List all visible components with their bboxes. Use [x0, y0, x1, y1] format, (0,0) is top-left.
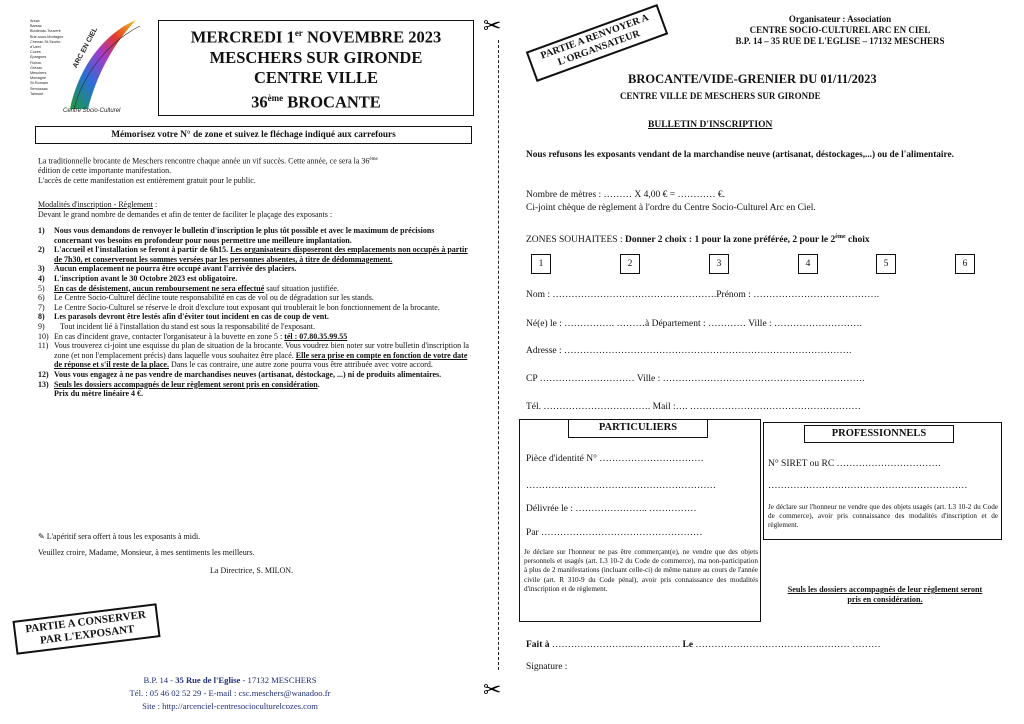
title-location: CENTRE VILLE	[254, 67, 378, 87]
stamp-partie-organisateur: PARTIE A RENVOYER A L'ORGANSATEUR	[526, 4, 669, 82]
refus-notice: Nous refusons les exposants vendant de la marchandise neuve (artisanat, déstockages,...) ou de l'alimentaire.	[526, 150, 954, 160]
tel-mail-field[interactable]: Tél. ……………………………. Mail :…. ………………………………………………	[526, 402, 861, 412]
rule-item-4: 4) L'inscription avant le 30 Octobre 2023 est obligatoire.	[38, 273, 238, 283]
signature-field[interactable]: Signature :	[526, 662, 568, 672]
logo-commune-list	[30, 19, 66, 97]
naissance-field[interactable]: Né(e) le : ……………. ………à Département : ………… Ville : ……………………….	[526, 319, 862, 329]
zone-notice-box: Mémorisez votre N° de zone et suivez le fléchage indiqué aux carrefours	[35, 126, 472, 144]
rule-item-3: 3) Aucun emplacement ne pourra être occupé avant l'arrivée des placiers.	[38, 264, 297, 274]
intro-paragraph: La traditionnelle brocante de Meschers rencontre chaque année un vif succès. Cette année, ce sera la 36ème édition de cette importante manifestation. L'accès de cette manifestation est entièrement gratuit pour le public.	[38, 156, 378, 185]
professionnels-declaration: Je déclare sur l'honneur ne vendre que des objets usagés (art. L3 10-2 du Code de commerce), avoir pris connaissance des modalités d'inscription et de règlement.	[768, 503, 998, 530]
adresse-field[interactable]: Adresse : ……………………………………………………………………………….	[526, 346, 852, 356]
logo-commune-item: Cozes	[30, 50, 41, 55]
logo-commune-item: Semussac	[30, 86, 48, 91]
professionnels-title: PROFESSIONNELS	[804, 425, 954, 443]
zone-box-3[interactable]: 3	[709, 254, 729, 274]
logo-commune-item: Grézac	[30, 65, 43, 70]
scissors-icon: ✂	[483, 14, 502, 39]
zone-box-2[interactable]: 2	[620, 254, 640, 274]
rules-list	[38, 226, 474, 399]
logo-caption: Centre Socio-Culturel	[63, 108, 121, 114]
rule-item-2: 2) L'accueil et l'installation se feront à partir de 6h15. Les organisateurs disposeront des emplacements non occupés à partir de 7h30, et conserveront les sommes versées par les personnes absentes, à titre de dédommagement.	[38, 245, 468, 264]
title-date: MERCREDI 1er NOVEMBRE 2023	[190, 27, 442, 47]
rule-item-13: 13) Seuls les dossiers accompagnés de leur règlement seront pris en considération. Prix du mètre linéaire 4 €.	[38, 379, 320, 399]
rule-item-11: 11) Vous trouverez ci-joint une esquisse du plan de situation de la brocante. Vous voudrez bien noter sur votre bulletin d'inscription la zone (et non l'emplacement précis) dans laquelle vous souhaitez être placé. Elle sera prise en compte en fonction de votre date de réponse et s'il reste de la place. Dans le cas contraire, une autre zone pourra vous être attribuée avec votre accord.	[38, 341, 469, 370]
logo-commune-item: Floirac	[30, 60, 42, 65]
logo-commune-item: St-Romain	[30, 81, 48, 86]
salutation: Veuillez croire, Madame, Monsieur, à mes sentiments les meilleurs.	[38, 548, 255, 557]
scissors-icon: ✂	[483, 678, 502, 703]
title-edition: 36ème BROCANTE	[251, 92, 381, 111]
bulletin-heading: BULLETIN D'INSCRIPTION	[648, 120, 773, 130]
pen-icon: ✎	[38, 532, 47, 541]
rule-item-12: 12) Vous vous engagez à ne pas vendre de marchandises neuves (artisanat, déstockage, ...) ni de produits alimentaires.	[38, 369, 442, 379]
logo-commune-item: Chenac-St-Seurin-d'Uzet	[30, 39, 62, 50]
modalites-heading: Modalités d'inscription - Règlement : Devant le grand nombre de demandes et afin de tenter de faciliter le plaçage des exposants :	[38, 200, 333, 219]
cheque-note: Ci-joint chèque de règlement à l'ordre du Centre Socio-Culturel Arc en Ciel.	[526, 203, 816, 213]
rule-item-10: 10) En cas d'incident grave, contacter l'organisateur à la buvette en zone 5 : tél : 07.80.35.99.55	[38, 331, 348, 341]
organizer-block: Organisateur : Association CENTRE SOCIO-CULTUREL ARC EN CIEL B.P. 14 – 35 RUE DE L'EGLISE – 17132 MESCHERS	[735, 14, 945, 46]
piece-identite-field[interactable]: Pièce d'identité N° ……………………………	[526, 454, 704, 464]
piece-identite-dots[interactable]: ……………………………………………………	[526, 481, 716, 491]
nom-field[interactable]: Nom : …………………………………………….Prénom : ………………………………….	[526, 290, 880, 300]
zone-box-1[interactable]: 1	[531, 254, 551, 274]
title-town: MESCHERS SUR GIRONDE	[209, 47, 423, 67]
professionnels-box	[763, 422, 1002, 540]
stamp-partie-exposant: PARTIE A CONSERVER PAR L'EXPOSANT	[12, 603, 160, 654]
metres-field[interactable]: Nombre de mètres : ……… X 4,00 € = ………… €.	[526, 190, 726, 200]
rule-item-5: 5) En cas de désistement, aucun remboursement ne sera effectué sauf situation justifiée.	[38, 283, 339, 293]
rule-item-7: 7) Le Centre Socio-Culturel se réserve le droit d'exclure tout exposant qui troublerait le bon fonctionnement de la brocante.	[38, 302, 440, 312]
particuliers-title: PARTICULIERS	[568, 420, 708, 438]
zones-label: ZONES SOUHAITEES : Donner 2 choix : 1 pour la zone préférée, 2 pour le 2ème choix	[526, 234, 870, 246]
logo-commune-item: Talmont	[30, 91, 44, 96]
footer-contact: B.P. 14 - 35 Rue de l'Eglise - 17132 MESCHERS Tél. : 05 46 02 52 29 - E-mail : csc.meschers@wanadoo.fr Site : http://arcenciel-centresocioculturelcozes.com	[129, 675, 331, 711]
rule-item-1: 1) Nous vous demandons de renvoyer le bulletin d'inscription le plus tôt possible et avec le maximum de précisions concernant vos besoins en profondeur pour nous permettre une meilleure implantation.	[38, 226, 435, 245]
logo-commune-item: Meschers	[30, 71, 47, 76]
logo-commune-item: Arsac	[30, 19, 40, 23]
cp-ville-field[interactable]: CP ………………………… Ville : ……………………………………………………….	[526, 374, 865, 384]
aperitif-note: ✎ L'apéritif sera offert à tous les exposants à midi.	[38, 532, 201, 541]
zone-box-4[interactable]: 4	[798, 254, 818, 274]
logo-commune-item: Boutenac-Touvent	[30, 29, 61, 34]
signature-directrice: La Directrice, S. MILON.	[210, 566, 294, 575]
cut-line	[498, 40, 499, 670]
form-main-title: BROCANTE/VIDE-GRENIER DU 01/11/2023	[628, 72, 877, 86]
siret-field[interactable]: N° SIRET ou RC ……………………………	[768, 459, 942, 469]
par-field[interactable]: Par ……………………………………………	[526, 528, 703, 538]
event-title-box	[158, 20, 474, 116]
logo-commune-item: Brie-sous-Mortagne	[30, 34, 64, 39]
seuls-dossiers-note: Seuls les dossiers accompagnés de leur règlement seront pris en considération.	[787, 585, 983, 604]
logo-commune-item: Mortagne	[30, 76, 47, 81]
logo-commune-item: Epargnes	[30, 55, 47, 60]
zone-box-5[interactable]: 5	[876, 254, 896, 274]
rule-item-8: 8) Les parasols devront être lestés afin d'éviter tout incident en cas de coup de vent.	[38, 312, 329, 322]
delivree-field[interactable]: Délivrée le : ………………….. ……………	[526, 504, 697, 514]
logo-arc-text: ARC EN CIEL	[72, 26, 100, 70]
form-subtitle: CENTRE VILLE DE MESCHERS SUR GIRONDE	[620, 91, 821, 101]
particuliers-box	[519, 419, 761, 622]
zone-box-6[interactable]: 6	[955, 254, 975, 274]
rule-item-9: 9) Tout incident lié à l'installation du stand est sous la responsabilité de l'exposant.	[38, 321, 315, 331]
rule-item-6: 6) Le Centre Socio-Culturel décline toute responsabilité en cas de vol ou de dégradation sur les stands.	[38, 293, 374, 303]
particuliers-declaration: Je déclare sur l'honneur ne pas être commerçant(e), ne vendre que des objets personnels et usagés (art. L3 10-2 du Code de commerce), ma non-participation à plus de 2 manifestations (incluant celle-ci) de même nature au cours de l'année civile (art. R 310-9 du Code pénal), avoir pris connaissance des modalités d'inscription et de règlement.	[524, 548, 758, 593]
logo-commune-item: Barsac	[30, 24, 42, 29]
fait-a-field[interactable]: Fait à …………………….……………. Le ………………………………….……… ………	[526, 640, 881, 650]
siret-dots[interactable]: ………………………………………………………	[768, 481, 968, 491]
